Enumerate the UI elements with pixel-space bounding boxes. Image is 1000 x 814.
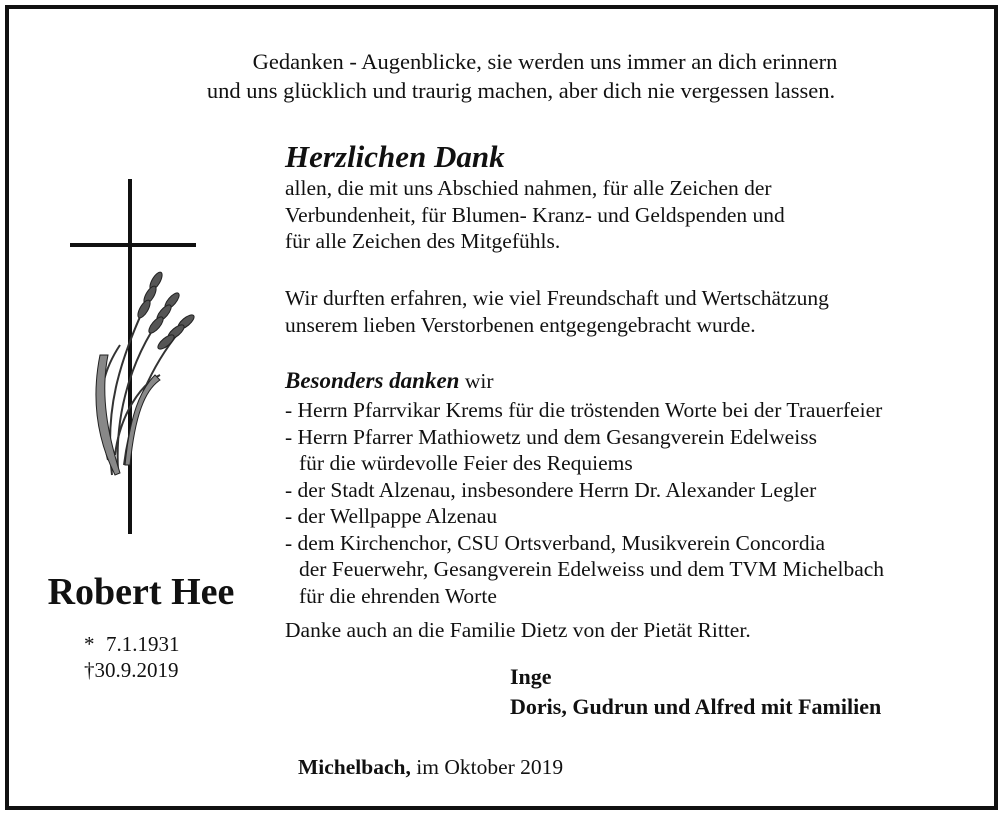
deceased-name: Robert Hee: [47, 571, 235, 613]
special-thanks-list: [285, 397, 884, 609]
place-date: [298, 755, 563, 780]
list-item: für die ehrenden Worte: [299, 583, 497, 608]
list-item: - dem Kirchenchor, CSU Ortsverband, Musikverein Concordia: [285, 530, 826, 555]
cross-with-wheat-icon: [60, 175, 210, 540]
para1-line: Verbundenheit, für Blumen- Kranz- und Geldspenden und: [285, 202, 785, 227]
signature-line-2: Doris, Gudrun und Alfred mit Familien: [510, 694, 882, 719]
para1-line: für alle Zeichen des Mitgefühls.: [285, 229, 561, 253]
death-date-row: [84, 657, 180, 683]
signature-line-1: Inge: [510, 664, 552, 689]
para2-line: unserem lieben Verstorbenen entgegengebracht wurde.: [285, 312, 756, 337]
birth-date-row: [84, 631, 180, 657]
thanks-title: Herzlichen Dank: [285, 139, 505, 174]
special-heading-bold: Besonders danken: [285, 368, 460, 393]
para2-line: Wir durften erfahren, wie viel Freundschaft und Wertschätzung: [285, 286, 829, 310]
special-thanks-heading: [285, 368, 494, 394]
birth-date: 7.1.1931: [106, 632, 180, 656]
list-item: der Feuerwehr, Gesangverein Edelweiss und dem TVM Michelbach: [299, 557, 885, 581]
para1-line: allen, die mit uns Abschied nahmen, für alle Zeichen der: [285, 176, 772, 200]
death-symbol: †: [84, 658, 95, 682]
list-item: für die würdevolle Feier des Requiems: [299, 451, 633, 475]
list-item: - Herrn Pfarrer Mathiowetz und dem Gesangverein Edelweiss: [285, 424, 817, 449]
thanks-paragraph-2: [285, 285, 829, 338]
list-item: - der Stadt Alzenau, insbesondere Herrn Dr. Alexander Legler: [285, 477, 817, 502]
closing-line: Danke auch an die Familie Dietz von der Pietät Ritter.: [285, 618, 751, 642]
place-date-text: im Oktober 2019: [410, 755, 564, 779]
special-heading-rest: wir: [459, 369, 494, 393]
birth-symbol: *: [84, 632, 95, 656]
thanks-paragraph-1: [285, 175, 785, 255]
memorial-poem: [0, 47, 1000, 105]
list-item: - der Wellpappe Alzenau: [285, 504, 498, 528]
poem-line-1: Gedanken - Augenblicke, sie werden uns immer an dich erinnern: [252, 49, 838, 74]
death-date: 30.9.2019: [94, 658, 179, 682]
place-town: Michelbach,: [298, 755, 411, 779]
poem-line-2: und uns glücklich und traurig machen, aber dich nie vergessen lassen.: [206, 78, 836, 103]
list-item: - Herrn Pfarrvikar Krems für die tröstenden Worte bei der Trauerfeier: [285, 398, 883, 422]
life-dates: [84, 631, 180, 683]
